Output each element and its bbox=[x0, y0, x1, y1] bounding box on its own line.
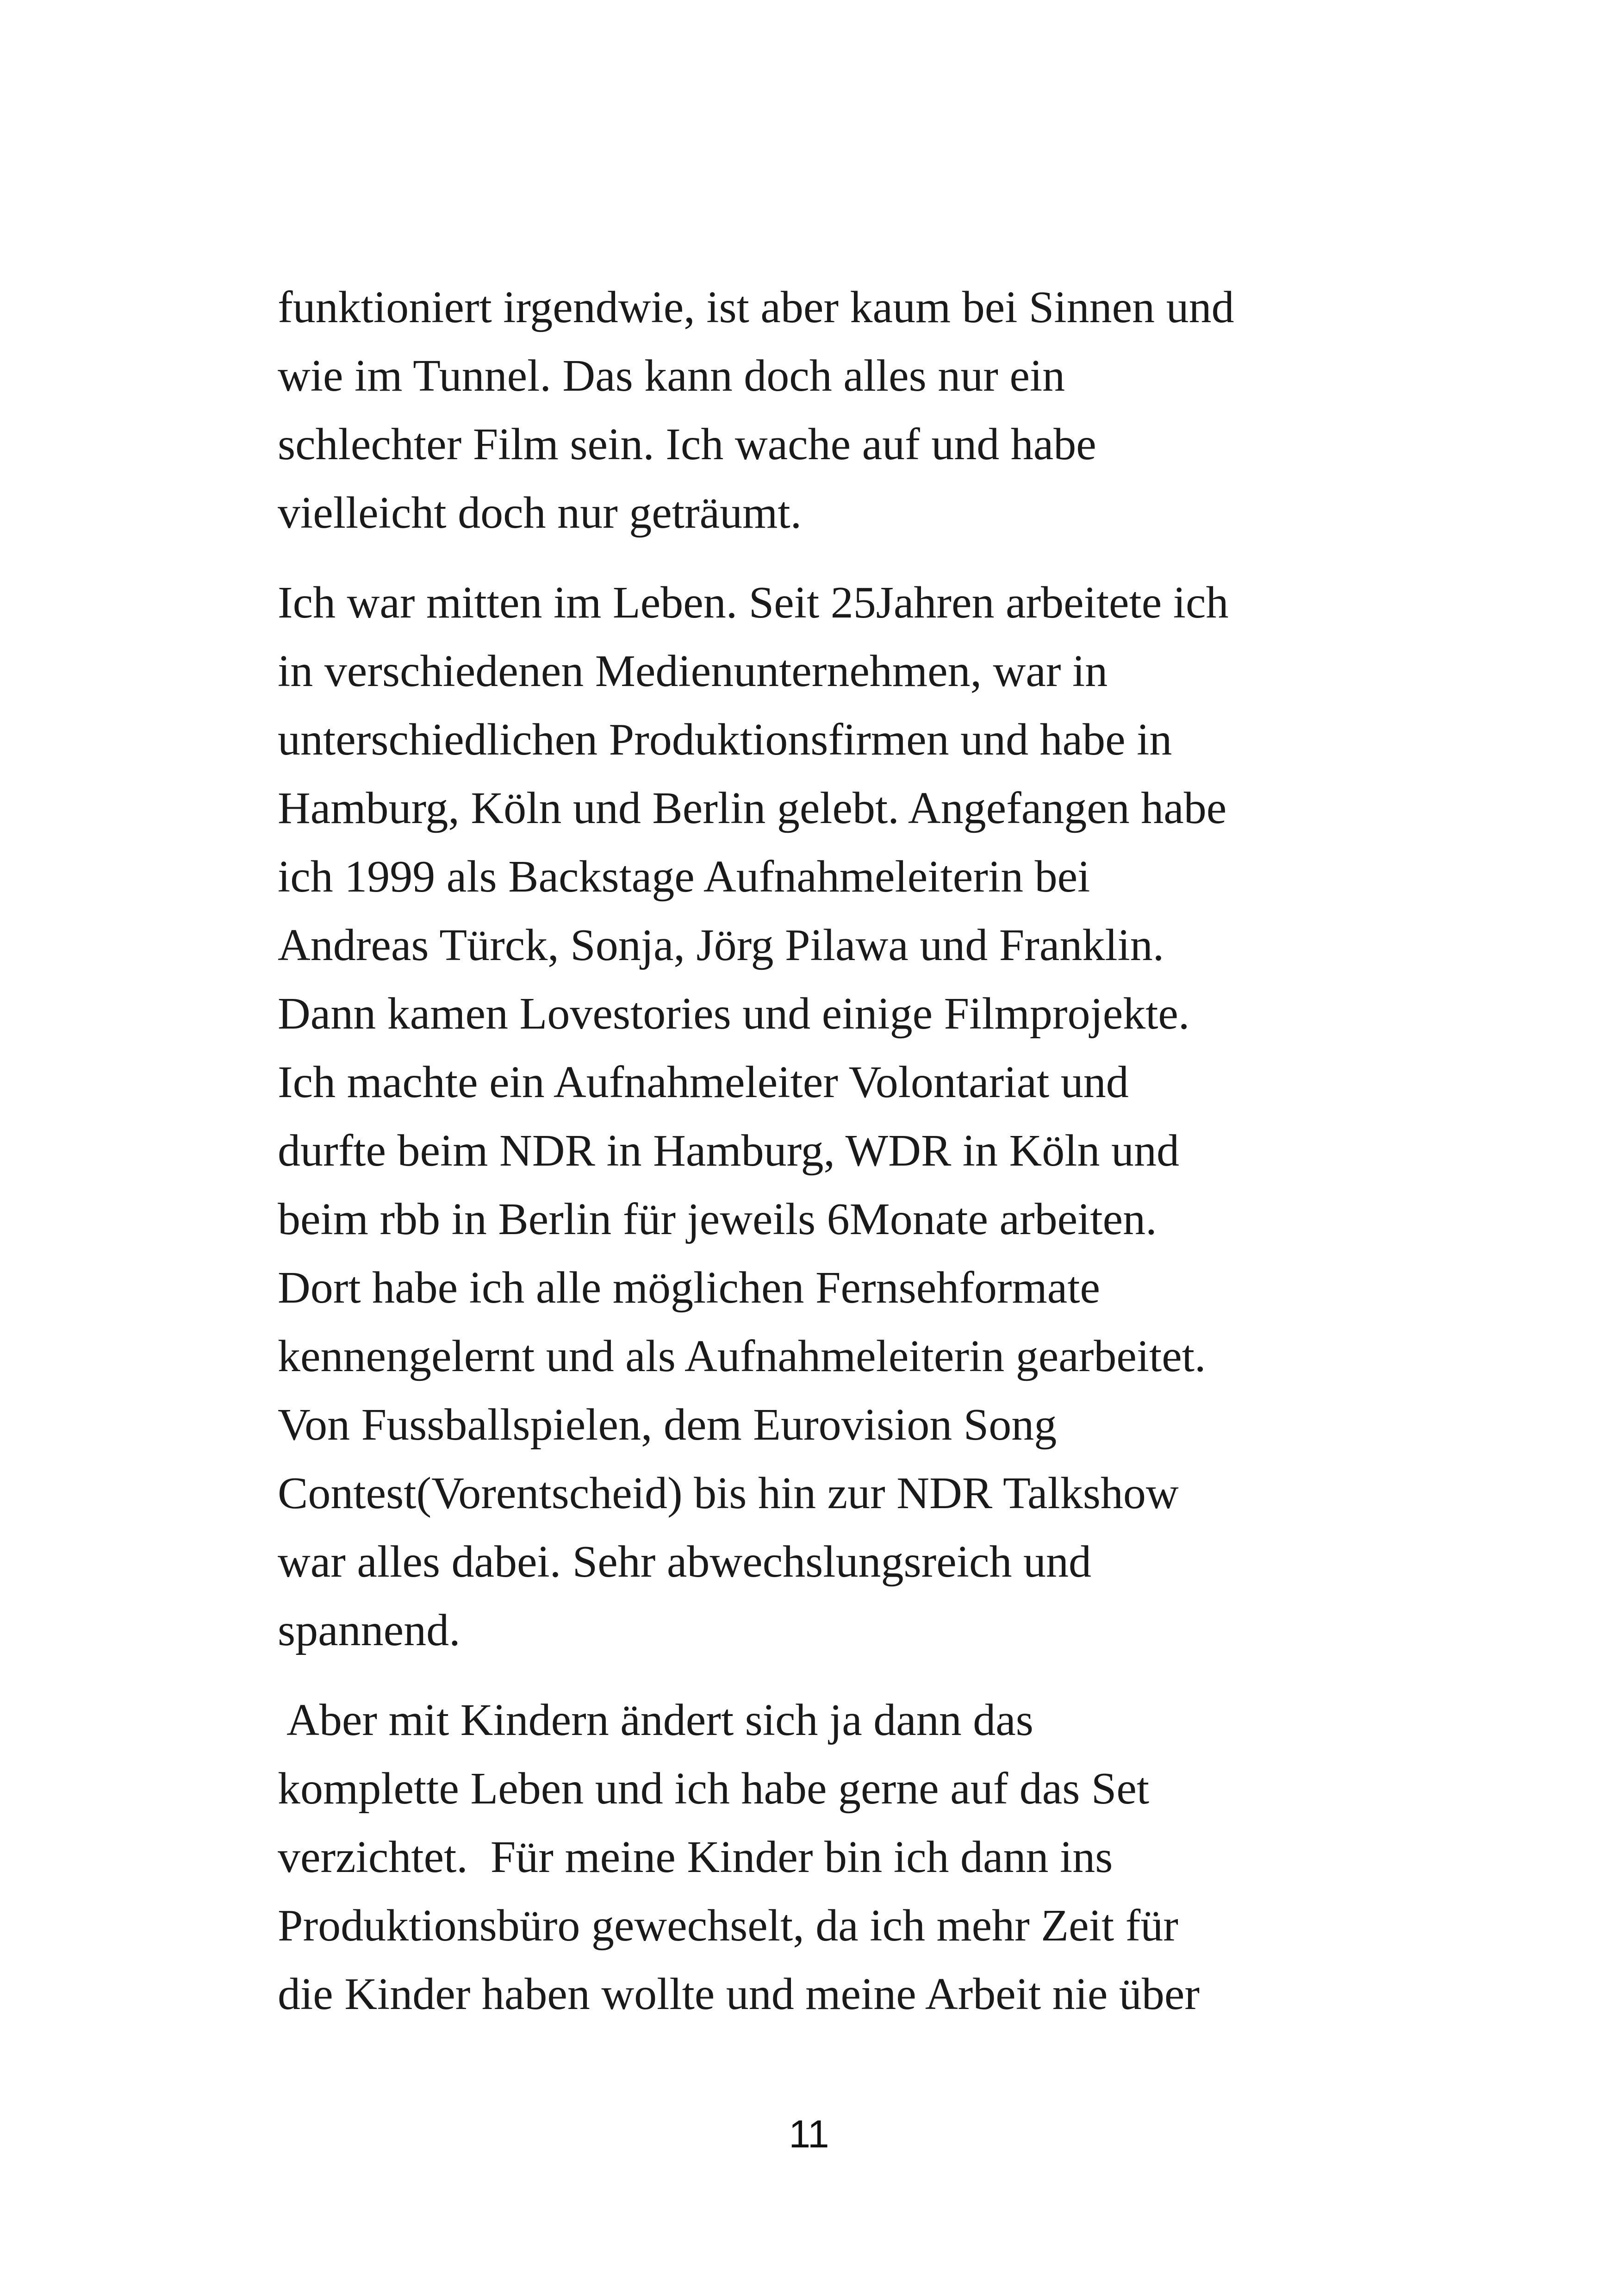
text-line: ich 1999 als Backstage Aufnahmeleiterin bei bbox=[278, 852, 1090, 902]
text-line: funktioniert irgendwie, ist aber kaum bei Sinnen und bbox=[278, 282, 1234, 332]
text-line: Dort habe ich alle möglichen Fernsehformate bbox=[278, 1263, 1100, 1313]
text-line: wie im Tunnel. Das kann doch alles nur ein bbox=[278, 351, 1065, 401]
text-line: Ich war mitten im Leben. Seit 25Jahren arbeitete ich bbox=[278, 578, 1229, 628]
page-number: 11 bbox=[789, 2112, 829, 2156]
text-line: beim rbb in Berlin für jeweils 6Monate arbeiten. bbox=[278, 1194, 1157, 1244]
text-line: Aber mit Kindern ändert sich ja dann das bbox=[278, 1695, 1033, 1745]
text-line: war alles dabei. Sehr abwechslungsreich und bbox=[278, 1537, 1091, 1587]
text-line: Von Fussballspielen, dem Eurovision Song bbox=[278, 1400, 1057, 1450]
text-line: durfte beim NDR in Hamburg, WDR in Köln und bbox=[278, 1126, 1180, 1176]
text-line: kennengelernt und als Aufnahmeleiterin gearbeitet. bbox=[278, 1331, 1206, 1381]
text-line: unterschiedlichen Produktionsfirmen und habe in bbox=[278, 715, 1172, 765]
paragraph-spacer bbox=[278, 1665, 1356, 1686]
text-line: Andreas Türck, Sonja, Jörg Pilawa und Franklin. bbox=[278, 920, 1164, 970]
paragraph-1 bbox=[278, 273, 1356, 547]
text-line: Dann kamen Lovestories und einige Filmprojekte. bbox=[278, 989, 1190, 1039]
paragraph-spacer bbox=[278, 547, 1356, 568]
text-line: Ich machte ein Aufnahmeleiter Volontariat und bbox=[278, 1057, 1129, 1107]
text-line: Hamburg, Köln und Berlin gelebt. Angefangen habe bbox=[278, 783, 1227, 833]
text-line: verzichtet. Für meine Kinder bin ich dann ins bbox=[278, 1832, 1113, 1882]
text-line: vielleicht doch nur geträumt. bbox=[278, 488, 802, 538]
text-line: komplette Leben und ich habe gerne auf das Set bbox=[278, 1764, 1150, 1814]
text-line: spannend. bbox=[278, 1605, 461, 1655]
paragraph-2 bbox=[278, 568, 1356, 1665]
body-text bbox=[278, 273, 1356, 2028]
text-line: Contest(Vorentscheid) bis hin zur NDR Talkshow bbox=[278, 1468, 1179, 1518]
paragraph-3 bbox=[278, 1686, 1356, 2028]
text-line: in verschiedenen Medienunternehmen, war in bbox=[278, 646, 1108, 696]
text-line: schlechter Film sein. Ich wache auf und habe bbox=[278, 419, 1096, 469]
text-line: die Kinder haben wollte und meine Arbeit nie über bbox=[278, 1969, 1200, 2019]
text-line: Produktionsbüro gewechselt, da ich mehr Zeit für bbox=[278, 1901, 1178, 1951]
